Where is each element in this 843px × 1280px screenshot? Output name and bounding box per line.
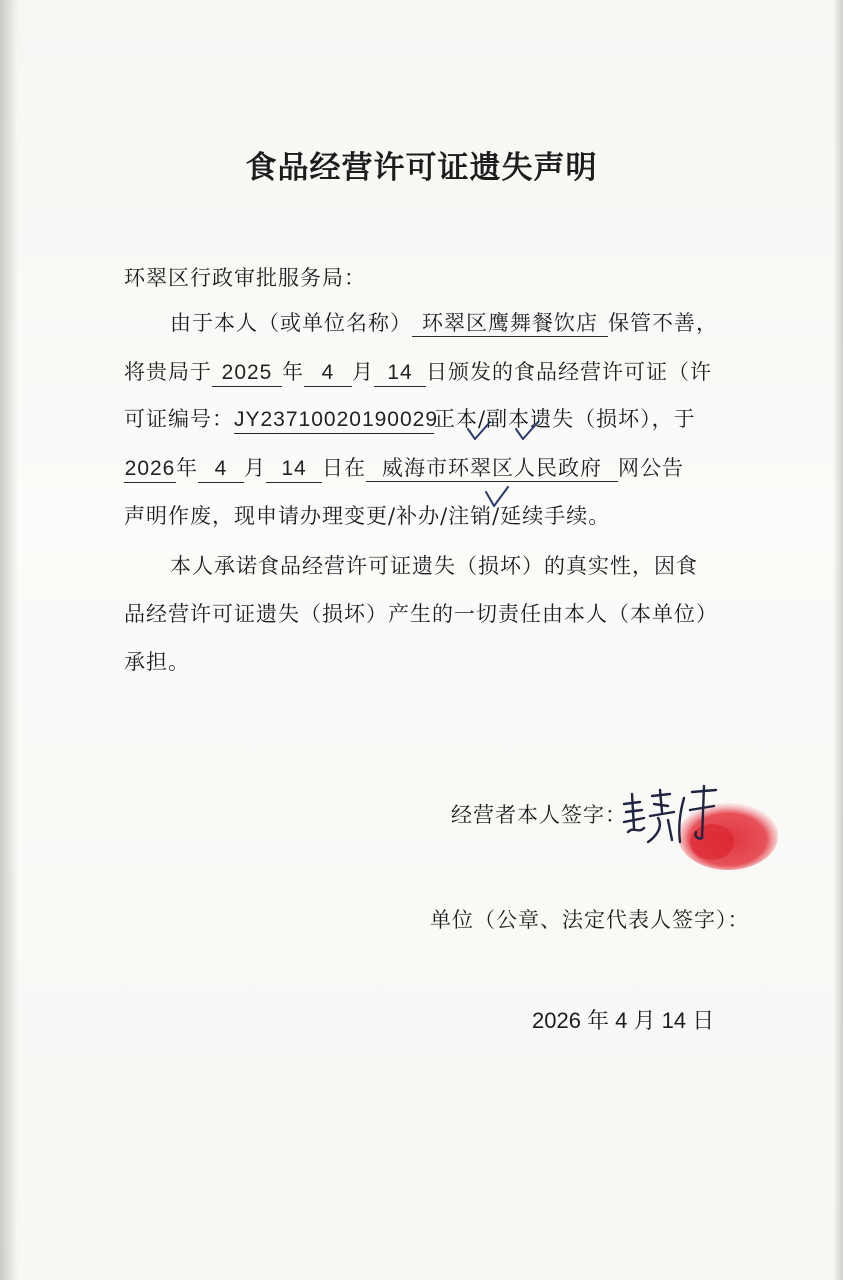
issue-month-field: 4 xyxy=(304,360,352,387)
checkmark-icon xyxy=(484,486,510,508)
publish-year-field: 2026 xyxy=(124,456,176,483)
issue-day-field: 14 xyxy=(374,360,426,387)
checkmark-icon xyxy=(514,420,540,442)
text-segment: 月 xyxy=(244,456,266,480)
text-segment: 日颁发的食品经营许可证（许 xyxy=(426,360,712,384)
paragraph1-line3 xyxy=(124,403,696,434)
license-number-field: JY23710020190029 xyxy=(234,407,434,434)
paragraph2-line1: 本人承诺食品经营许可证遗失（损坏）的真实性，因食 xyxy=(170,554,698,578)
text-segment: 可证编号： xyxy=(124,407,234,431)
unit-name-field: 环翠区鹰舞餐饮店 xyxy=(412,310,608,337)
publish-place-field: 威海市环翠区人民政府 xyxy=(366,455,618,482)
document-title: 食品经营许可证遗失声明 xyxy=(245,150,598,186)
paragraph2-line2: 品经营许可证遗失（损坏）产生的一切责任由本人（本单位） xyxy=(124,602,718,626)
checkmark-icon xyxy=(466,420,492,442)
paragraph1-line2 xyxy=(124,356,712,387)
text-segment: 年 xyxy=(176,456,198,480)
publish-day-field: 14 xyxy=(266,456,322,483)
text-segment: 正本/副本遗失（损坏），于 xyxy=(434,407,696,431)
paragraph1-line1 xyxy=(170,307,718,337)
text-segment: 月 xyxy=(352,360,374,384)
paragraph1-line5: 声明作废，现申请办理变更/补办/注销/延续手续。 xyxy=(124,504,611,528)
text-segment: 将贵局于 xyxy=(124,360,212,384)
declaration-date: 2026 年 4 月 14 日 xyxy=(532,1008,715,1033)
issue-year-field: 2025 xyxy=(212,360,282,387)
publish-month-field: 4 xyxy=(198,456,244,483)
addressee: 环翠区行政审批服务局： xyxy=(124,266,366,290)
paragraph2-line3: 承担。 xyxy=(124,650,190,674)
signature-label: 经营者本人签字： xyxy=(451,803,627,827)
paragraph1-line4 xyxy=(124,452,684,483)
text-segment: 日在 xyxy=(322,456,366,480)
text-segment: 由于本人（或单位名称） xyxy=(170,311,412,335)
text-segment: 年 xyxy=(282,360,304,384)
text-segment: 保管不善， xyxy=(608,311,718,335)
handwritten-signature xyxy=(618,782,728,852)
unit-seal-label: 单位（公章、法定代表人签字）： xyxy=(430,908,750,932)
text-segment: 网公告 xyxy=(618,456,684,480)
